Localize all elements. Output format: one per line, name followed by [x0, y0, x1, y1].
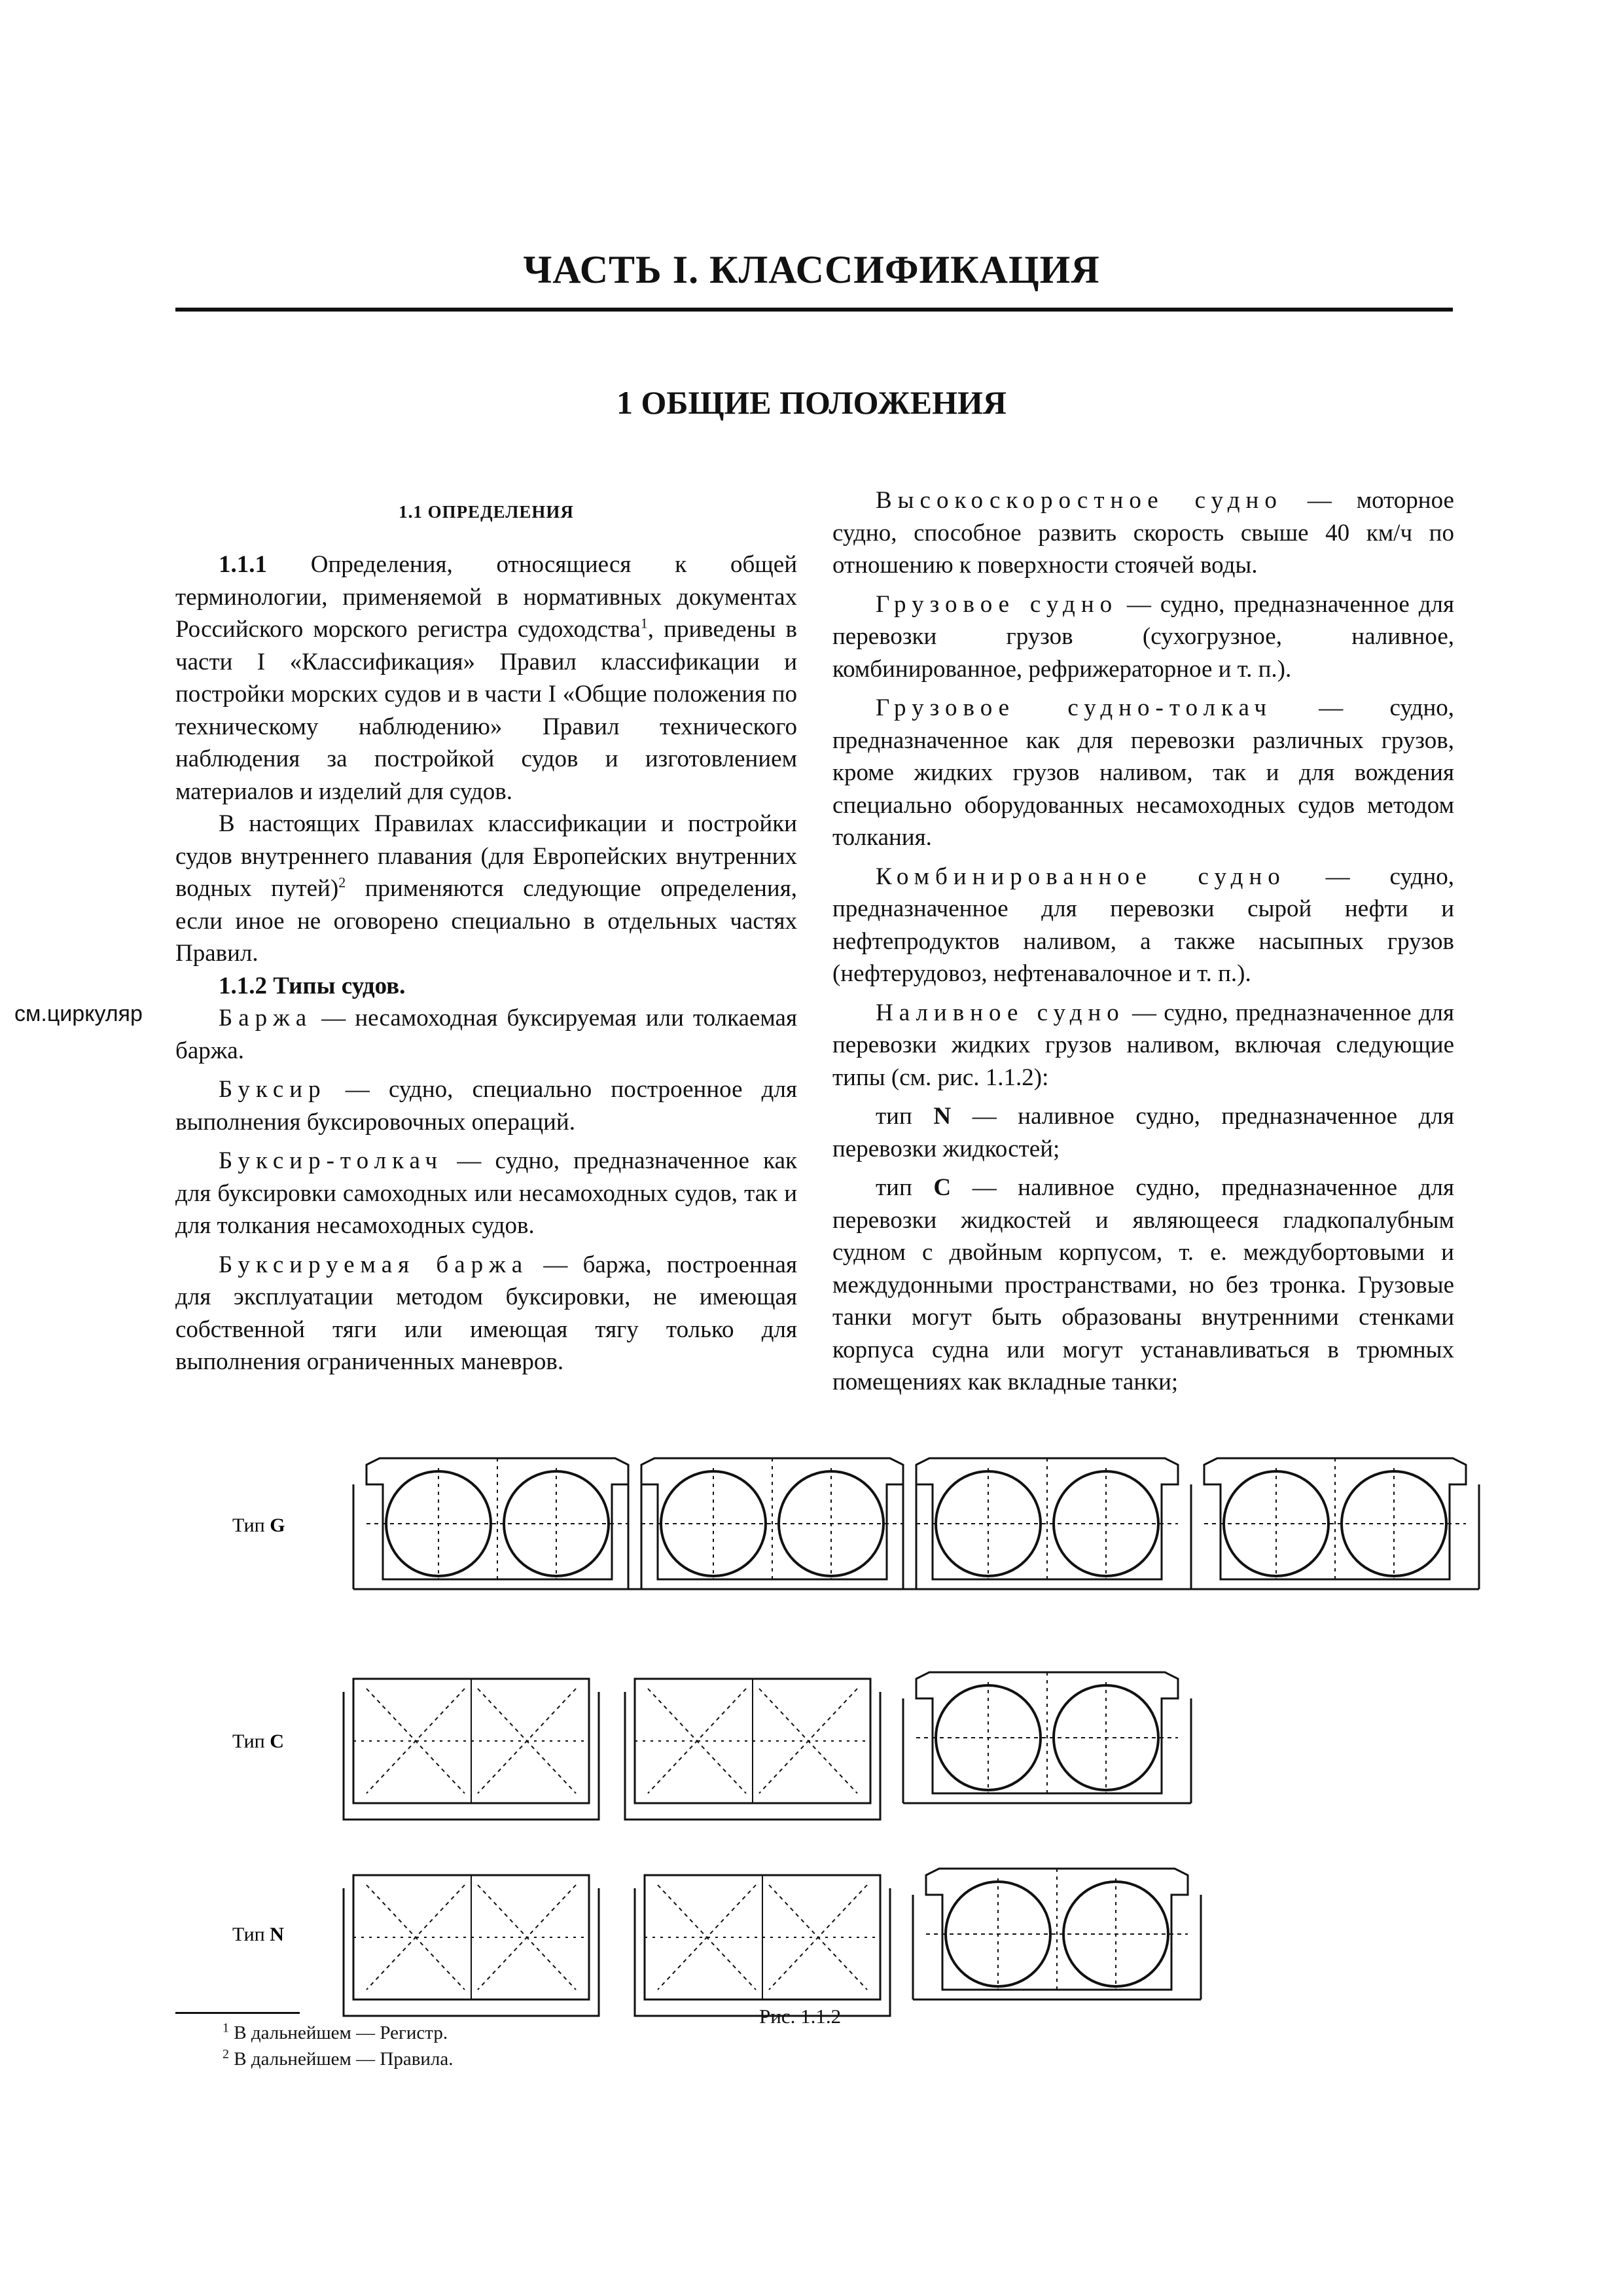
definition	[832, 588, 1454, 686]
definition	[175, 1073, 797, 1138]
clause-heading: 1.1.2 Типы судов.	[219, 972, 406, 999]
title-rule	[175, 308, 1453, 312]
term: Буксируемая баржа	[219, 1251, 529, 1278]
type-prefix: тип	[876, 1103, 934, 1130]
ship-section-g-3	[903, 1458, 1191, 1589]
term: Наливное судно	[876, 999, 1125, 1026]
row-label-letter: G	[270, 1515, 285, 1536]
footnote-mark: 1	[223, 2020, 229, 2036]
row-label-prefix: Тип	[232, 1924, 270, 1945]
footnote-2	[223, 2049, 454, 2070]
paragraph-text: применяются следующие определения, если иное не оговорено специально в отдельных частях Правил.	[175, 875, 797, 967]
definition	[175, 1145, 797, 1242]
ship-section-n-2	[635, 1875, 890, 2016]
paragraph-text: В настоящих Правилах классификации и постройки судов внутреннего плавания (для Европейских внутренних водных путей)	[175, 810, 797, 902]
definition	[832, 997, 1454, 1094]
term: Высокоскоростное судно	[876, 487, 1283, 514]
paragraph-text: , приведены в части I «Классификация» Правил классификации и постройки морских судов и в части I «Общие положения по техническому наблюдению» Правил технического наблюдения за постройкой судов и изготовлением материалов и изделий для судов.	[175, 616, 797, 805]
paragraph-1-1-1	[175, 548, 797, 808]
term: Буксир-толкач	[219, 1147, 444, 1174]
row-label-letter: N	[270, 1924, 284, 1945]
definition	[832, 692, 1454, 854]
term: Баржа	[219, 1005, 313, 1031]
footnote-text: В дальнейшем — Регистр.	[229, 2022, 448, 2043]
type-c-definition	[832, 1172, 1454, 1399]
left-column	[175, 484, 797, 1378]
definition-text: — судно, предназначенное для перевозки грузов (сухогрузное, наливное, комбинированное, рефрижераторное и т. п.).	[832, 590, 1455, 683]
definition	[832, 484, 1454, 582]
definition-text: — судно, предназначенное для перевозки сырой нефти и нефтепродуктов наливом, а также насыпных грузов (нефтерудовоз, нефтенавалочное и т. п.).	[832, 863, 1454, 987]
type-letter: C	[933, 1174, 952, 1201]
row-label-prefix: Тип	[232, 1515, 270, 1536]
definition-text: — судно, предназначенное как для перевозки различных грузов, кроме жидких грузов наливом, так и для вождения специально оборудованных несамоходных судов методом толкания.	[832, 694, 1454, 851]
term: Грузовое судно	[876, 590, 1118, 618]
type-prefix: тип	[876, 1174, 934, 1201]
term: Грузовое судно-толкач	[876, 694, 1272, 721]
row-label-n	[232, 1924, 284, 1945]
paragraph-intro	[175, 808, 797, 970]
definition-text: — несамоходная буксируемая или толкаемая баржа.	[175, 1005, 797, 1064]
figure-ship-types	[0, 1427, 1623, 2094]
definition	[832, 861, 1454, 990]
definition	[175, 1002, 797, 1067]
ship-section-g-1	[353, 1458, 641, 1589]
ship-section-c-2	[625, 1679, 880, 1820]
definition	[175, 1249, 797, 1378]
clause-number: 1.1.1	[219, 551, 267, 578]
definition-text: — судно, предназначенное для перевозки жидких грузов наливом, включая следующие типы (см. рис. 1.1.2):	[832, 999, 1455, 1091]
ship-section-c-1	[344, 1679, 599, 1820]
ship-section-n-1	[344, 1875, 599, 2016]
definition-text: — баржа, построенная для эксплуатации методом буксировки, не имеющая собственной тяги или имеющая тягу только для выполнения ограниченных маневров.	[175, 1251, 797, 1375]
definition-text: — наливное судно, предназначенное для перевозки жидкостей и являющееся гладкопалубным судном с двойным корпусом, т. е. междубортовыми и междудонными пространствами, но без тронка. Грузовые танки могут быть образованы внутренними стенками корпуса судна или могут устанавливаться в трюмных помещениях как вкладные танки;	[832, 1174, 1454, 1395]
definition-text: — судно, предназначенное как для буксировки самоходных или несамоходных судов, так и для толкания несамоходных судов.	[175, 1147, 797, 1239]
definition-text: — судно, специально построенное для выполнения буксировочных операций.	[175, 1076, 797, 1136]
definition-text: — моторное судно, способное развить скорость свыше 40 км/ч по отношению к поверхности стоячей воды.	[832, 487, 1454, 579]
ship-section-g-2	[628, 1458, 916, 1589]
footnote-rule	[175, 2012, 300, 2014]
type-n-definition	[832, 1100, 1454, 1165]
footnote-ref: 2	[338, 874, 346, 891]
part-title: ЧАСТЬ I. КЛАССИФИКАЦИЯ	[523, 248, 1100, 291]
row-label-c	[232, 1731, 284, 1752]
ship-section-n-3	[913, 1869, 1201, 2000]
ship-section-g-4	[1191, 1458, 1479, 1589]
term: Буксир	[219, 1076, 327, 1103]
row-label-letter: C	[270, 1731, 284, 1752]
ship-section-c-3	[903, 1672, 1191, 1803]
margin-note: см.циркуляр	[14, 1001, 143, 1026]
footnote-1	[223, 2022, 448, 2044]
footnote-text: В дальнейшем — Правила.	[229, 2049, 454, 2070]
row-label-g	[232, 1515, 285, 1536]
footnote-ref: 1	[640, 615, 648, 632]
definition-text: — наливное судно, предназначенное для перевозки жидкостей;	[832, 1103, 1454, 1162]
figure-caption: Рис. 1.1.2	[759, 2005, 842, 2028]
section-title: 1 ОБЩИЕ ПОЛОЖЕНИЯ	[616, 384, 1007, 421]
row-label-prefix: Тип	[232, 1731, 270, 1752]
footnote-mark: 2	[223, 2047, 229, 2062]
subheading-definitions: 1.1 ОПРЕДЕЛЕНИЯ	[399, 502, 574, 522]
paragraph-text: Определения, относящиеся к общей терминологии, применяемой в нормативных документах Российского морского регистра судоходства	[175, 551, 797, 643]
type-letter: N	[933, 1103, 952, 1130]
term: Комбинированное судно	[876, 863, 1286, 890]
right-column	[832, 484, 1454, 1399]
paragraph-1-1-2	[175, 970, 797, 1003]
